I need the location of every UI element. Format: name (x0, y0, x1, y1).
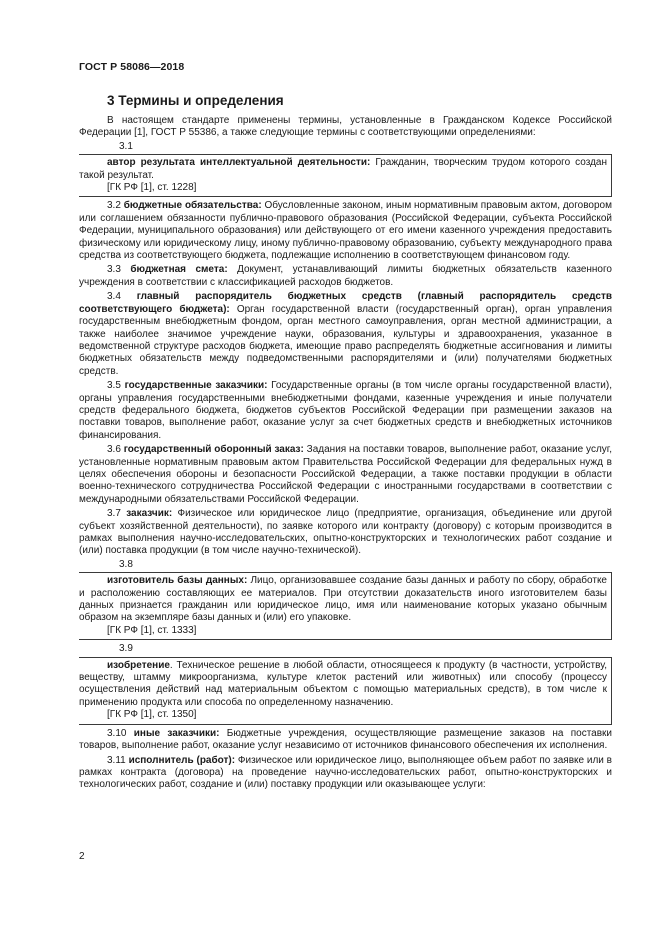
term-name: исполнитель (работ): (128, 754, 236, 766)
term-number: 3.1 (119, 140, 133, 152)
term-text: Физическое или юридическое лицо, выполняющее объем работ по заявке или в рамках контракта (договора) на проведение научно-исследовательских работ, опытно-конструкторских и технологических работ, создание и (или) поставку продукции или оказывающее услуги: (79, 754, 612, 791)
term-definition-3-8 (79, 575, 607, 625)
term-text: Документ, устанавливающий лимиты бюджетных обязательств казенного учреждения в соответствии с классификацией расходов бюджетов. (79, 264, 612, 288)
term-name: государственные заказчики: (124, 380, 268, 392)
document-body (79, 115, 612, 792)
term-definition-3-3 (79, 264, 612, 289)
term-text: Гражданин, творческим трудом которого создан такой результат. (79, 157, 607, 181)
term-number: 3.9 (119, 643, 133, 655)
term-text: Обусловленные законом, иным нормативным правовым актом, договором или соглашением обязанности публично-правового образования (Российской Федерации, субъекта Российской Федерации, муниципального образования) или действующего от его имени казенного учреждения предоставить физическому или юридическому лицу, иному публично-правовому образованию, субъекту международного права средства из соответствующего бюджета, подлежащие исполнению в соответствующем финансовом году. (79, 200, 612, 262)
term-definition-3-10 (79, 728, 612, 753)
term-name: автор результата интеллектуальной деятельности: (107, 157, 371, 169)
term-text: Лицо, организовавшее создание базы данных и работу по сбору, обработке и расположению составляющих ее материалов. При отсутствии доказательств иного изготовителем базы данных признается гражданин или юридическое лицо, имя или наименование которых указано обычным образом на экземпляре базы данных и (или) его упаковке. (79, 575, 607, 624)
section-title: 3 Термины и определения (107, 93, 284, 108)
term-definition-3-1 (79, 157, 607, 182)
term-definition-3-11 (79, 755, 612, 792)
page-number: 2 (79, 851, 85, 862)
term-box-3-1 (79, 154, 612, 197)
term-name: бюджетные обязательства: (123, 200, 262, 212)
term-definition-3-9 (79, 660, 607, 710)
document-header: ГОСТ Р 58086—2018 (79, 61, 185, 73)
term-name: заказчик: (126, 508, 173, 520)
term-text: Государственные органы (в том числе органы государственной власти), органы управления государственными внебюджетными фондами, казенные учреждения и иные получатели средств федерального бюджета, бюджетов субъектов Российской Федерации при размещении заказов на поставки товаров, выполнение работ, оказание услуг за счет бюджетных средств и внебюджетных источников финансирования. (79, 380, 612, 441)
term-box-3-9 (79, 657, 612, 725)
term-name: бюджетная смета: (130, 264, 228, 276)
term-definition-3-5 (79, 380, 612, 442)
term-text: Бюджетные учреждения, осуществляющие размещение заказов на поставки товаров, выполнение работ, оказание услуг независимо от источников финансового обеспечения их исполнения. (79, 727, 613, 752)
term-number: 3.11 (107, 754, 126, 766)
term-text: Задания на поставки товаров, выполнение работ, оказание услуг, установленные нормативным правовым актом Правительства Российской Федерации для федеральных нужд в целях обеспечения обороны и безопасности Российской Федерации, а также поставки продукции в области военно-технического сотрудничества Российской Федерации с иностранными государствами в соответствии с международными обязательствами Российской Федерации. (79, 444, 612, 505)
term-name: изготовитель базы данных: (107, 575, 248, 587)
term-definition-3-4 (79, 291, 612, 378)
term-name: государственный оборонный заказ: (123, 444, 304, 456)
term-reference: [ГК РФ [1], ст. 1333] (107, 624, 197, 636)
term-number: 3.3 (107, 264, 121, 276)
term-number: 3.10 (107, 727, 127, 739)
term-number: 3.2 (107, 200, 121, 212)
term-definition-3-6 (79, 444, 612, 506)
term-text: Орган государственной власти (государственный орган), орган управления государственным внебюджетным фондом, орган местного самоуправления, орган местной администрации, а также наиболее значимое учреждение науки, образования, культуры и здравоохранения, указанное в ведомственной структуре расходов бюджета, имеющие право распределять бюджетные ассигнования и лимиты бюджетных обязательств между подведомственными распорядителями и (или) получателями бюджетных средств. (79, 303, 612, 377)
term-definition-3-2 (79, 200, 612, 262)
term-box-3-8 (79, 572, 612, 640)
term-number: 3.5 (107, 380, 121, 392)
term-number: 3.8 (119, 558, 133, 570)
term-name: иные заказчики: (133, 727, 220, 739)
term-text: Физическое или юридическое лицо (предприятие, организация, объединение или другой субъект хозяйственной деятельности), по заявке которого или контракту (договору) с которым производится в рамках выполнения научно-исследовательских, опытно-конструкторских и технологических работ создание и (или) поставка продукции (в том числе научно-технической). (79, 508, 613, 557)
term-number: 3.4 (107, 291, 121, 303)
term-name: главный распорядитель бюджетных средств (главный распорядитель средств соответствующего бюджета): (79, 291, 613, 315)
intro-paragraph: В настоящем стандарте применены термины, установленные в Гражданском Кодексе Российской Федерации [1], ГОСТ Р 55386, а также следующие термины с соответствующими определениями: (79, 115, 612, 139)
term-reference: [ГК РФ [1], ст. 1350] (107, 709, 197, 721)
term-text: . Техническое решение в любой области, относящееся к продукту (в частности, устройству, веществу, штамму микроорганизма, культуре клеток растений или животных) или способу (процессу осуществления действий над материальным объектом с помощью материальных средств), в том числе к применению продукта или способа по определенному назначению. (79, 659, 607, 708)
term-name: изобретение (107, 659, 170, 671)
term-definition-3-7 (79, 508, 612, 558)
term-number: 3.7 (107, 508, 121, 520)
term-number: 3.6 (107, 444, 121, 456)
term-reference: [ГК РФ [1], ст. 1228] (107, 182, 197, 194)
